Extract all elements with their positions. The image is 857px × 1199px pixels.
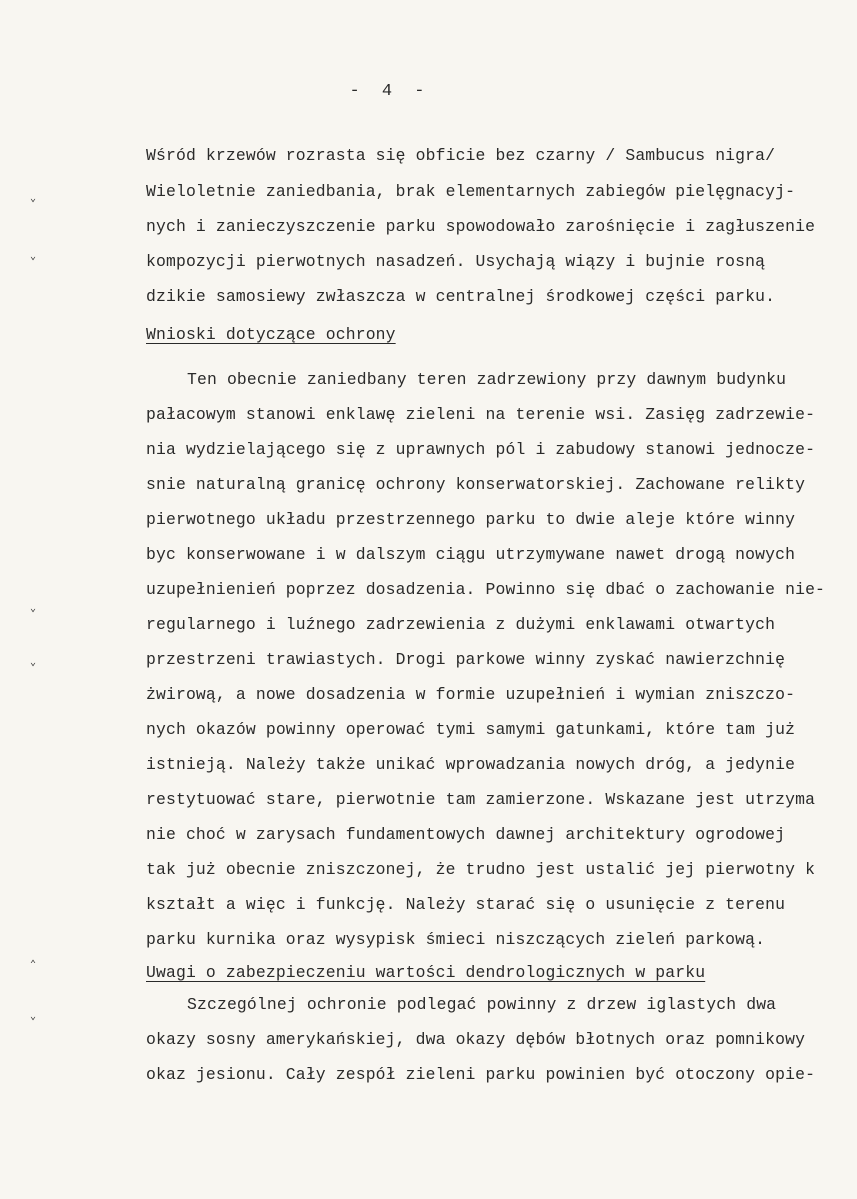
text-line: tak już obecnie zniszczonej, że trudno jest ustalić jej pierwotny k	[146, 860, 816, 879]
text-line: okaz jesionu. Cały zespół zieleni parku powinien być otoczony opie-	[146, 1065, 816, 1084]
text-line: kształt a więc i funkcję. Należy starać się o usunięcie z terenu	[146, 895, 786, 914]
margin-mark: ⌄	[30, 252, 37, 263]
text-line: pierwotnego układu przestrzennego parku to dwie aleje które winny	[146, 510, 796, 529]
text-line: żwirową, a nowe dosadzenia w formie uzupełnień i wymian zniszczo-	[146, 685, 796, 704]
text-line: restytuować stare, pierwotnie tam zamierzone. Wskazane jest utrzyma	[146, 790, 816, 809]
text-line: Wieloletnie zaniedbania, brak elementarnych zabiegów pielęgnacyj-	[146, 182, 796, 201]
text-line: snie naturalną granicę ochrony konserwatorskiej. Zachowane relikty	[146, 475, 806, 494]
text-line: przestrzeni trawiastych. Drogi parkowe winny zyskać nawierzchnię	[146, 650, 786, 669]
text-line: nych i zanieczyszczenie parku spowodowało zarośnięcie i zagłuszenie	[146, 217, 816, 236]
page-number: - 4 -	[349, 82, 431, 101]
text-line: nych okazów powinny operować tymi samymi gatunkami, które tam już	[146, 720, 796, 739]
text-line: Szczególnej ochronie podlegać powinny z drzew iglastych dwa	[187, 995, 777, 1014]
text-line: uzupełnienień poprzez dosadzenia. Powinno się dbać o zachowanie nie-	[146, 580, 826, 599]
margin-mark: ⌄	[30, 604, 37, 615]
text-line: Ten obecnie zaniedbany teren zadrzewiony przy dawnym budynku	[187, 370, 787, 389]
margin-mark: ⌄	[30, 194, 37, 205]
text-line: nie choć w zarysach fundamentowych dawnej architektury ogrodowej	[146, 825, 786, 844]
margin-mark: ⌃	[30, 960, 37, 971]
text-line: istnieją. Należy także unikać wprowadzania nowych dróg, a jedynie	[146, 755, 796, 774]
text-line: dzikie samosiewy zwłaszcza w centralnej środkowej części parku.	[146, 287, 776, 306]
margin-mark: ⌄	[30, 1012, 37, 1023]
text-line: Wśród krzewów rozrasta się obficie bez czarny / Sambucus nigra/	[146, 146, 776, 165]
section-heading: Uwagi o zabezpieczeniu wartości dendrologicznych w parku	[146, 963, 706, 982]
text-line: parku kurnika oraz wysypisk śmieci niszczących zieleń parkową.	[146, 930, 766, 949]
text-line: byc konserwowane i w dalszym ciągu utrzymywane nawet drogą nowych	[146, 545, 796, 564]
text-line: kompozycji pierwotnych nasadzeń. Usychają wiązy i bujnie rosną	[146, 252, 766, 271]
text-line: pałacowym stanowi enklawę zieleni na terenie wsi. Zasięg zadrzewie-	[146, 405, 816, 424]
text-line: nia wydzielającego się z uprawnych pól i zabudowy stanowi jednocze-	[146, 440, 816, 459]
margin-mark: ⌄	[30, 658, 37, 669]
section-heading: Wnioski dotyczące ochrony	[146, 325, 396, 344]
text-line: regularnego i luźnego zadrzewienia z dużymi enklawami otwartych	[146, 615, 776, 634]
text-line: okazy sosny amerykańskiej, dwa okazy dębów błotnych oraz pomnikowy	[146, 1030, 806, 1049]
